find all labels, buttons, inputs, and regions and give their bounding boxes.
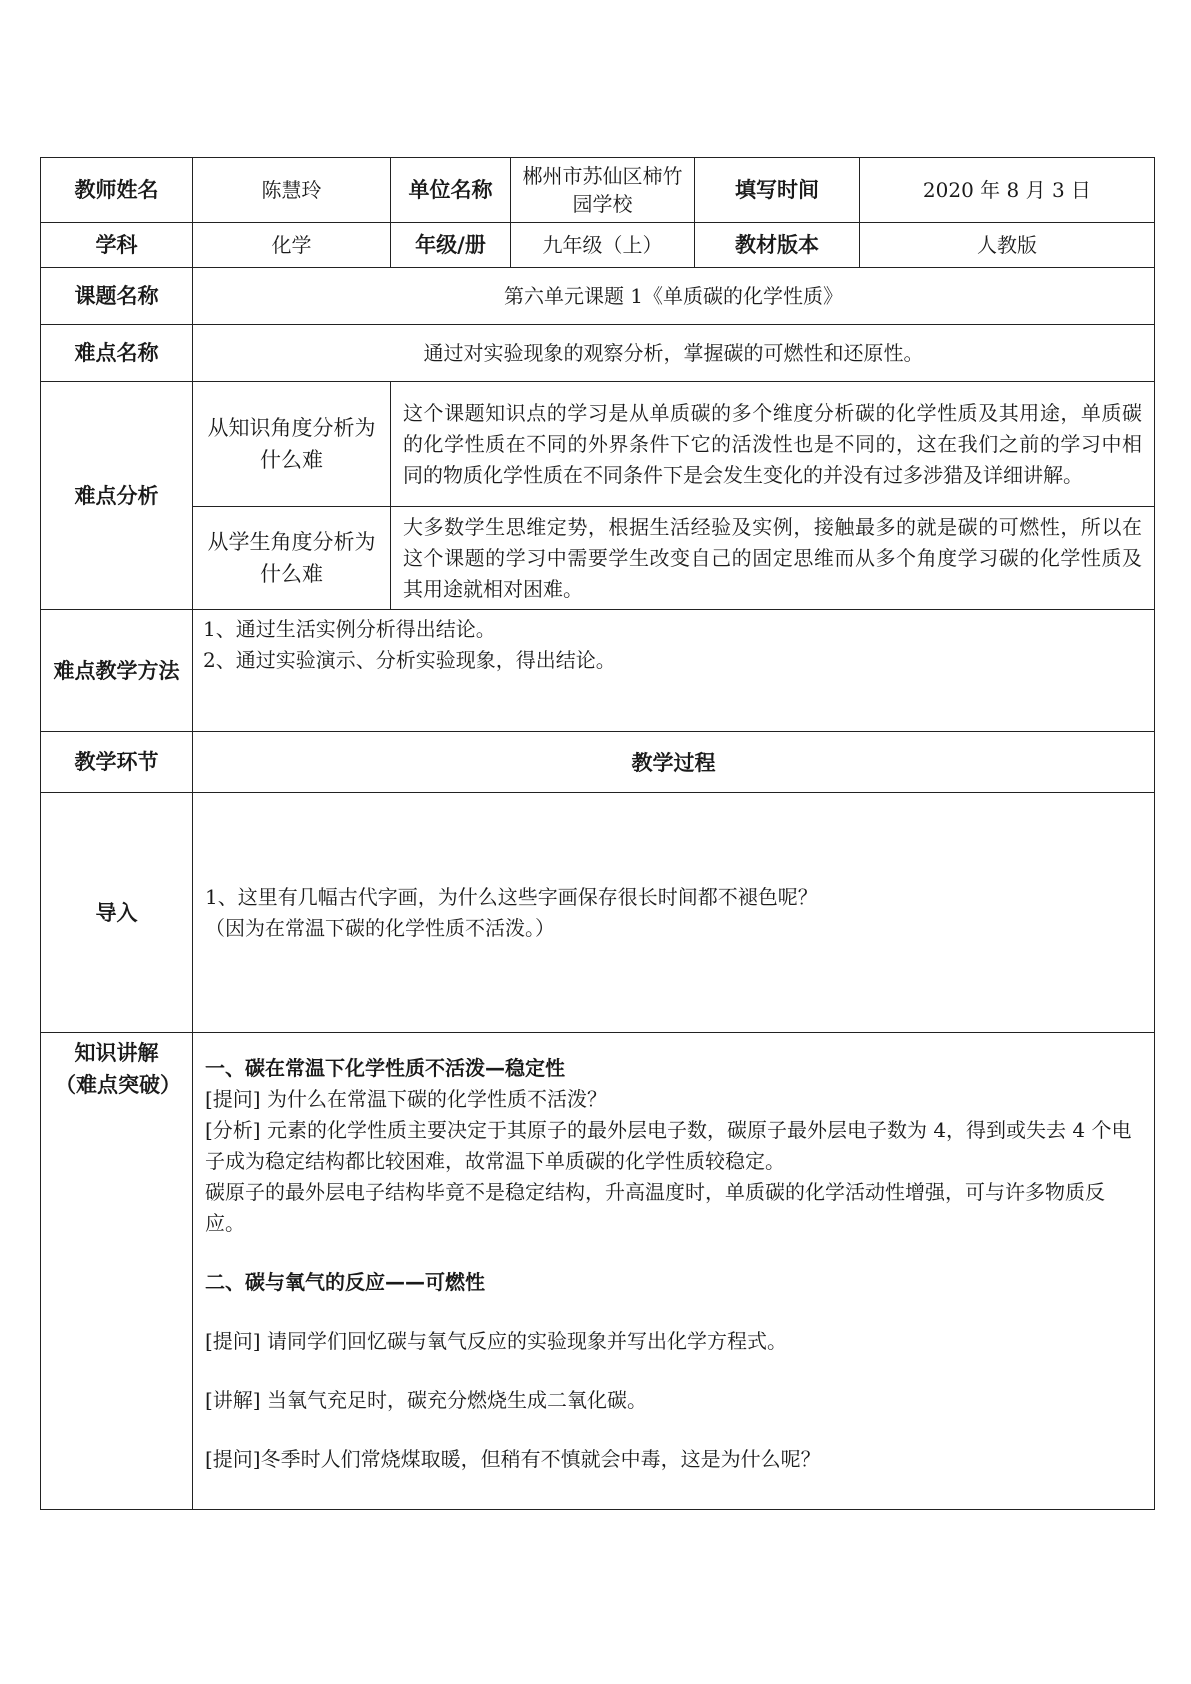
edition-label: 教材版本 [695, 223, 860, 268]
spacer [205, 1416, 1142, 1444]
analysis-1: [分析] 元素的化学性质主要决定于其原子的最外层电子数，碳原子最外层电子数为 4，得到或失去 4 个电子成为稳定结构都比较困难，故常温下单质碳的化学性质较稳定。 [205, 1118, 1132, 1173]
lesson-plan-table [40, 157, 1155, 1510]
edition-value: 人教版 [860, 223, 1155, 268]
header-row-1 [41, 158, 1155, 223]
knowledge-content [193, 1033, 1155, 1510]
grade-value: 九年级（上） [511, 223, 695, 268]
difficulty-value: 通过对实验现象的观察分析，掌握碳的可燃性和还原性。 [193, 325, 1155, 382]
difficulty-label: 难点名称 [41, 325, 193, 382]
lesson-plan-sheet [40, 157, 1154, 1510]
section-1-title: 一、碳在常温下化学性质不活泼—稳定性 [205, 1056, 565, 1080]
method-item: 2、通过实验演示、分析实验现象，得出结论。 [203, 648, 616, 672]
student-angle-label: 从学生角度分析为什么难 [193, 507, 391, 610]
topic-label: 课题名称 [41, 268, 193, 325]
method-item: 1、通过生活实例分析得出结论。 [203, 617, 496, 641]
explanation-1: [讲解] 当氧气充足时，碳充分燃烧生成二氧化碳。 [205, 1388, 647, 1412]
spacer [205, 1357, 1142, 1385]
difficulty-row [41, 325, 1155, 382]
student-angle-text: 大多数学生思维定势，根据生活经验及实例，接触最多的就是碳的可燃性，所以在这个课题的学习中需要学生改变自己的固定思维而从多个角度学习碳的化学性质及其用途就相对困难。 [391, 507, 1155, 610]
unit-label: 单位名称 [391, 158, 511, 223]
spacer [205, 1239, 1142, 1267]
knowledge-label: 知识讲解（难点突破） [41, 1033, 193, 1510]
topic-row [41, 268, 1155, 325]
analysis-label: 难点分析 [41, 382, 193, 610]
intro-row [41, 793, 1155, 1033]
stage-label: 教学环节 [41, 732, 193, 793]
section-2-title: 二、碳与氧气的反应——可燃性 [205, 1270, 485, 1294]
method-label: 难点教学方法 [41, 610, 193, 732]
analysis-row-knowledge [41, 382, 1155, 507]
intro-answer: （因为在常温下碳的化学性质不活泼。） [205, 915, 555, 940]
date-label: 填写时间 [695, 158, 860, 223]
teacher-label: 教师姓名 [41, 158, 193, 223]
question-3: [提问]冬季时人们常烧煤取暖，但稍有不慎就会中毒，这是为什么呢？ [205, 1447, 821, 1471]
intro-label: 导入 [41, 793, 193, 1033]
knowledge-row [41, 1033, 1155, 1510]
date-value: 2020 年 8 月 3 日 [860, 158, 1155, 223]
process-header-row [41, 732, 1155, 793]
topic-value: 第六单元课题 1《单质碳的化学性质》 [193, 268, 1155, 325]
spacer [205, 1298, 1142, 1326]
intro-content [193, 793, 1155, 1033]
header-row-2 [41, 223, 1155, 268]
method-list [193, 610, 1155, 732]
analysis-row-student [41, 507, 1155, 610]
knowledge-angle-label: 从知识角度分析为什么难 [193, 382, 391, 507]
subject-value: 化学 [193, 223, 391, 268]
grade-label: 年级/册 [391, 223, 511, 268]
unit-value: 郴州市苏仙区柿竹园学校 [511, 158, 695, 223]
process-label: 教学过程 [193, 732, 1155, 793]
knowledge-angle-text: 这个课题知识点的学习是从单质碳的多个维度分析碳的化学性质及其用途，单质碳的化学性质在不同的外界条件下它的活泼性也是不同的，这在我们之前的学习中相同的物质化学性质在不同条件下是会发生变化的并没有过多涉猎及详细讲解。 [391, 382, 1155, 507]
question-2: [提问] 请同学们回忆碳与氧气反应的实验现象并写出化学方程式。 [205, 1329, 787, 1353]
paragraph-1: 碳原子的最外层电子结构毕竟不是稳定结构，升高温度时，单质碳的化学活动性增强，可与许多物质反应。 [205, 1180, 1105, 1235]
subject-label: 学科 [41, 223, 193, 268]
teacher-value: 陈慧玲 [193, 158, 391, 223]
intro-question: 1、这里有几幅古代字画，为什么这些字画保存很长时间都不褪色呢？ [205, 884, 818, 909]
method-row [41, 610, 1155, 732]
question-1: [提问] 为什么在常温下碳的化学性质不活泼？ [205, 1087, 607, 1111]
